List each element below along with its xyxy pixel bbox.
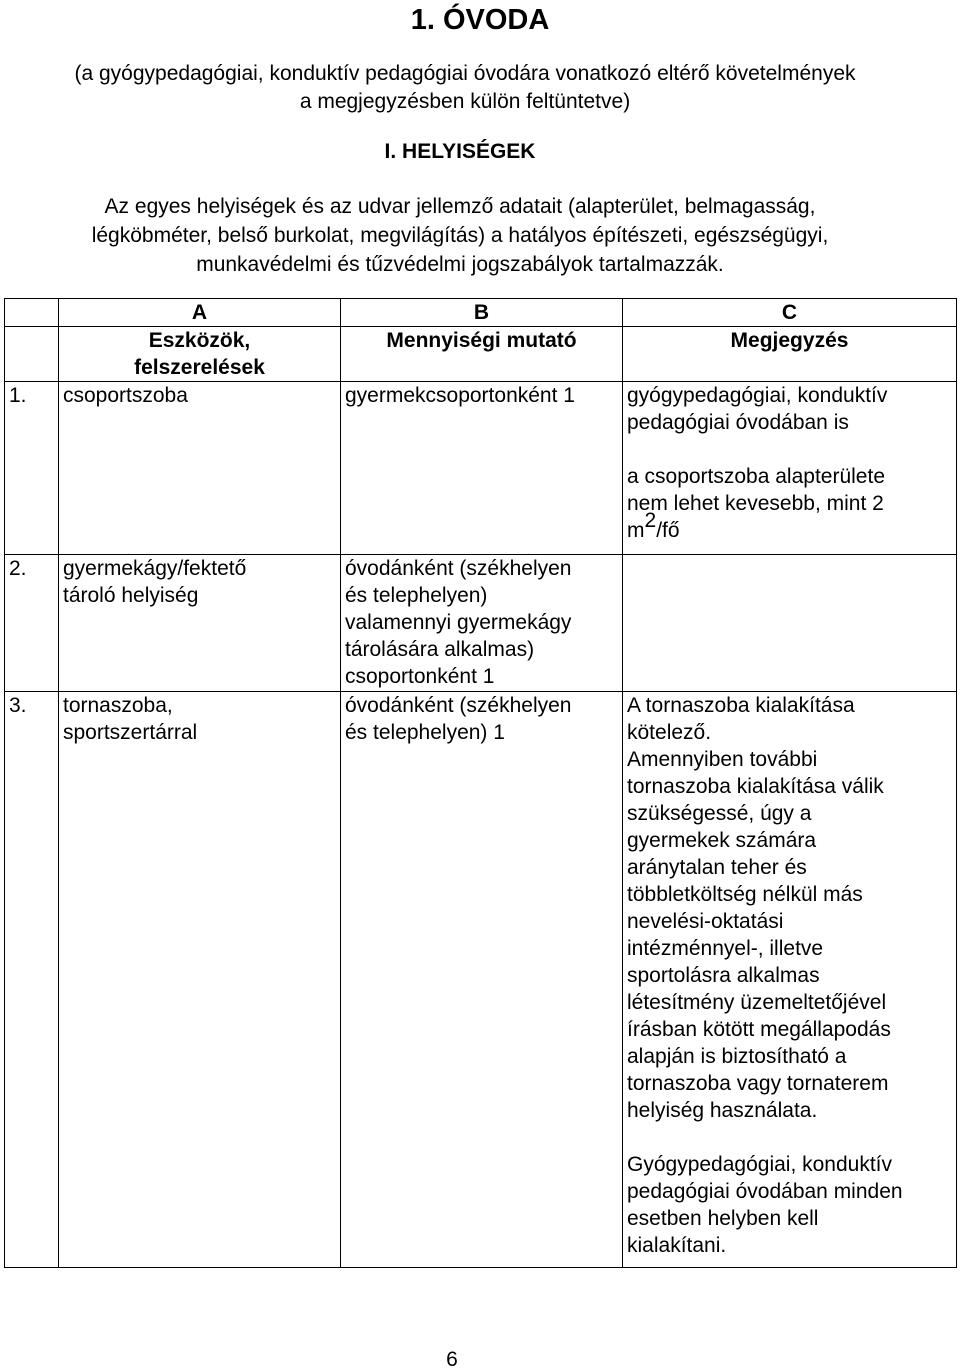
column-header-row bbox=[5, 327, 957, 382]
page-title: 1. ÓVODA bbox=[410, 4, 550, 36]
area-unit-exponent: 2 bbox=[644, 509, 657, 532]
corner-cell bbox=[5, 299, 59, 327]
row-item: gyermekágy/fektető tároló helyiség bbox=[59, 555, 341, 692]
row-note bbox=[623, 382, 957, 555]
row-number: 2. bbox=[5, 555, 59, 692]
row-note-text: gyógypedagógiai, konduktív pedagógiai óvodában is bbox=[627, 384, 888, 434]
row-item: tornaszoba, sportszertárral bbox=[59, 692, 341, 1268]
row-note-text-extra: Gyógypedagógiai, konduktív pedagógiai óvodában minden esetben helyben kell kialakítani. bbox=[627, 1153, 903, 1257]
row-number: 3. bbox=[5, 692, 59, 1268]
row-quantity: gyermekcsoportonként 1 bbox=[341, 382, 623, 555]
area-unit-base: m bbox=[627, 519, 645, 542]
row-note-text: A tornaszoba kialakítása kötelező. Amennyiben további tornaszoba kialakítása válik szükségessé, úgy a gyermekek számára aránytalan teher és többletköltség nélkül más nevelési-oktatási intézménnyel-, illetve sportolásra alkalmas létesítmény üzemeltetőjével írásban kötött megállapodás alapján is biztosítható a tornaszoba vagy tornaterem helyiség használata. bbox=[627, 694, 891, 1122]
section-heading: I. HELYISÉGEK bbox=[384, 140, 536, 163]
column-header-items: Eszközök, felszerelések bbox=[59, 327, 341, 382]
column-header-notes: Megjegyzés bbox=[623, 327, 957, 382]
row-note bbox=[623, 555, 957, 692]
row-note bbox=[623, 692, 957, 1268]
row-quantity: óvodánként (székhelyen és telephelyen) 1 bbox=[341, 692, 623, 1268]
intro-paragraph: Az egyes helyiségek és az udvar jellemző adatait (alapterület, belmagasság, légköbméter, belső burkolat, megvilágítás) a hatályos építészeti, egészségügyi, munkavédelmi és tűzvédelmi jogszabályok tartalmazzák. bbox=[91, 195, 829, 276]
requirements-table bbox=[4, 298, 957, 1268]
table-row bbox=[5, 382, 957, 555]
column-letter-a: A bbox=[59, 299, 341, 327]
table-row bbox=[5, 555, 957, 692]
table-row bbox=[5, 692, 957, 1268]
row-number: 1. bbox=[5, 382, 59, 555]
row-item: csoportszoba bbox=[59, 382, 341, 555]
column-letter-c: C bbox=[623, 299, 957, 327]
column-letter-row bbox=[5, 299, 957, 327]
column-header-quantity: Mennyiségi mutató bbox=[341, 327, 623, 382]
page-subtitle: (a gyógypedagógiai, konduktív pedagógiai óvodára vonatkozó eltérő követelmények a megjegyzésben külön feltüntetve) bbox=[74, 62, 856, 113]
column-letter-b: B bbox=[341, 299, 623, 327]
area-unit bbox=[627, 509, 952, 544]
row-quantity: óvodánként (székhelyen és telephelyen) valamennyi gyermekágy tárolására alkalmas) csoportonként 1 bbox=[341, 555, 623, 692]
page-number: 6 bbox=[446, 1348, 458, 1371]
header-num-cell bbox=[5, 327, 59, 382]
row-note-text-extra: a csoportszoba alapterülete nem lehet kevesebb, mint 2 bbox=[627, 465, 885, 515]
area-unit-tail: /fő bbox=[656, 519, 680, 542]
